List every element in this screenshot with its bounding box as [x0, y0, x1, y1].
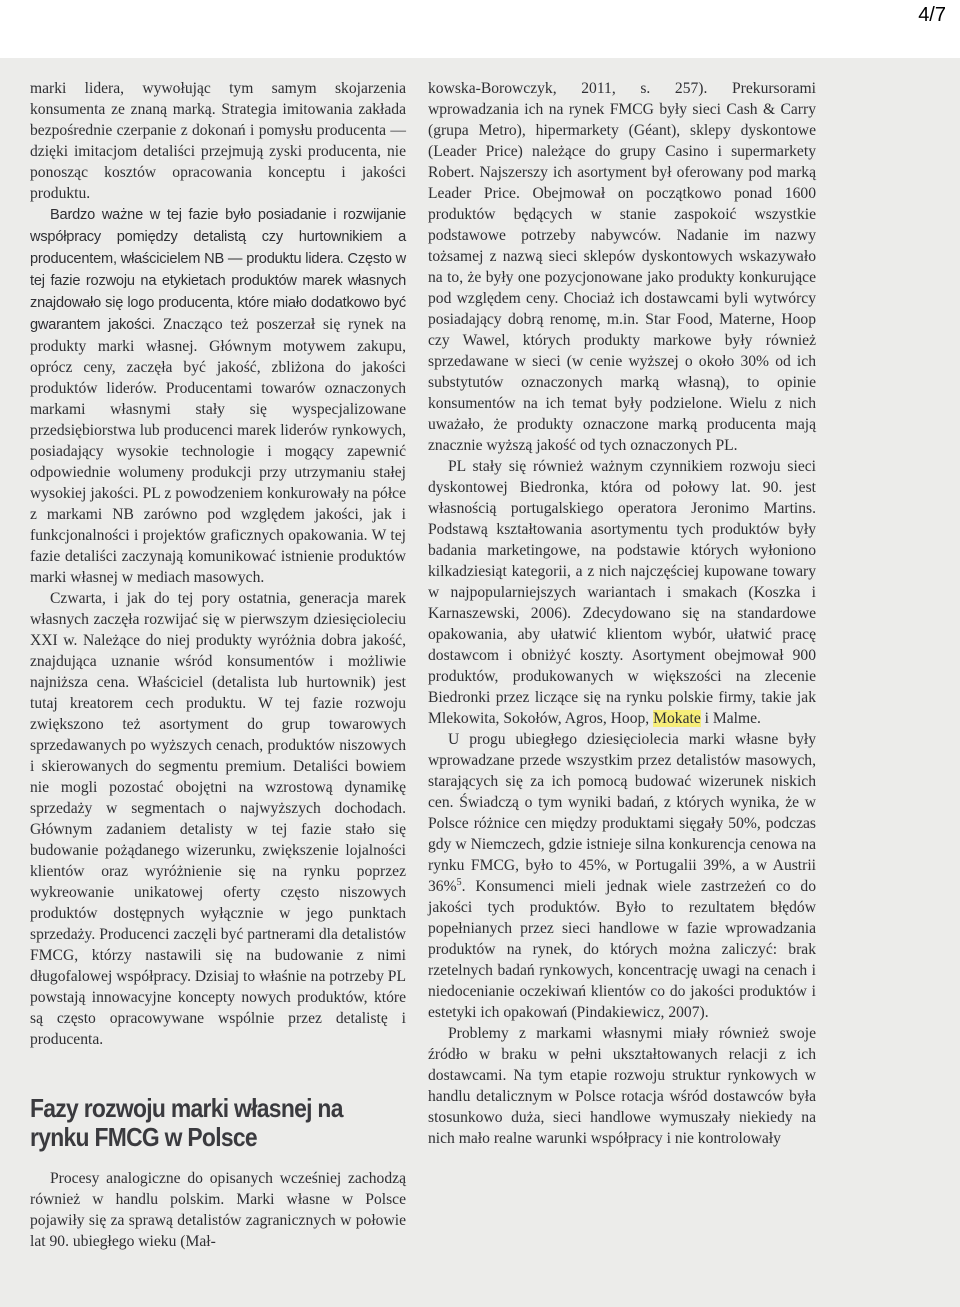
highlighted-word: Mokate: [653, 710, 701, 727]
left-paragraph-4: Procesy analogiczne do opisanych wcześniej zachodzą również w handlu polskim. Marki własne w Polsce pojawiły się za sprawą detalistów zagranicznych w połowie lat 90. ubiegłego wieku (Mał-: [30, 1170, 406, 1250]
left-paragraph-2: [30, 204, 406, 588]
left-paragraph-2-rest: Znacząco też poszerzał się rynek na produkty marki własnej. Głównym motywem zakupu, oprócz ceny, zaczęła być jakość, zbliżona do jakości produktów liderów. Producentami towarów oznaczonych markami własnymi stały się wyspecjalizowane przedsiębiorstwa lub producenci marek liderów rynkowych, posiadający wysokie technologie i mogący zapewnić odpowiednie wolumeny produkcji przy utrzymaniu stałej wysokiej jakości. PL z powodzeniem konkurowały na półce z markami NB zarówno pod względem jakości, jak i funkcjonalności i projektów graficznych opakowania. W tej fazie detaliści zaczynają komunikować istnienie produktów marki własnej w mediach masowych.: [30, 316, 406, 586]
left-paragraph-3: Czwarta, i jak do tej pory ostatnia, generacja marek własnych zaczęła rozwijać się w pierwszym dziesięcioleciu XXI w. Należące do niej produkty wyróżnia dobra jakość, znajdująca uznanie wśród konsumentów i możliwie najniższa cena. Właściciel (detalista lub hurtownik) jest tutaj kreatorem cech produktu. W tej fazie rozwoju zwiększono też asortyment do grup towarowych sprzedawanych po wyższych cenach, produktów niszowych i skierowanych do segmentu premium. Detaliści bowiem nie mogli pozostać obojętni na wzrostową dynamikę sprzedaży w segmentach o najwyższych dochodach. Głównym zadaniem detalisty w tej fazie stało się budowanie pożądanego wizerunku, zwiększenie lojalności klientów oraz wyróżnienie się na rynku poprzez wykreowanie unikatowej oferty często niszowych produktów dostępnych wyłącznie w jego punktach sprzedaży. Producenci zaczęli być partnerami dla detalistów FMCG, którzy nastawili się na budowanie z nimi długofalowej współpracy. Dzisiaj to właśnie na potrzeby PL powstają innowacyjne koncepty nowych produktów, które są często opracowywane wspólnie przez detalistę i producenta.: [30, 590, 406, 1048]
right-paragraph-2-end: i Malme.: [700, 710, 761, 727]
left-paragraph-1: marki lidera, wywołując tym samym skojarzenia konsumenta ze znaną marką. Strategia imitowania zakłada bezpośrednie czerpanie z dokonań i pomysłu producenta — dzięki imitacjom detaliści przejmują zyski producenta, nie ponosząc kosztów opracowania konceptu i jakości produktu.: [30, 80, 406, 202]
right-paragraph-2: [428, 456, 816, 729]
right-column: [428, 78, 816, 1149]
right-paragraph-3-text: U progu ubiegłego dziesięciolecia marki własne były wprowadzane przede wszystkim przez detalistów masowych, starających się za ich pomocą budować wizerunek niskich cen. Świadczą o tym wyniki badań, z których wynika, że w Polsce różnice cen między produktami sięgały 50%, podczas gdy w Niemczech, gdzie istnieje silna konkurencja cenowa na rynku FMCG, było to 45%, w Portugalii 39%, a w Austrii 36%: [428, 731, 816, 895]
right-paragraph-4: Problemy z markami własnymi miały również swoje źródło w braku w pełni ukształtowanych relacji z ich dostawcami. Na tym etapie rozwoju struktur rynkowych w handlu detalicznym w Polsce rotacja wśród dostawców była stosunkowo duża, sieci handlowe wymuszały niekiedy na nich mało realne warunki współpracy i nie kontrolowały: [428, 1025, 816, 1147]
right-paragraph-3-end: . Konsumenci mieli jednak wiele zastrzeżeń co do jakości tych produktów. Było to rezultatem błędów popełnianych przez sieci handlowe w fazie wprowadzania produktów na rynek, do których można zaliczyć: brak rzetelnych badań rynkowych, koncentrację uwagi na cenach i niedocenianie oczekiwań klientów co do jakości produktów i estetyki ich opakowań (Pindakiewicz, 2007).: [428, 878, 816, 1021]
page-number: 4/7: [918, 4, 946, 26]
section-heading: Fazy rozwoju marki własnej na rynku FMCG w Polsce: [30, 1093, 343, 1152]
left-paragraph-2-sans-part: Bardzo ważne w tej fazie było posiadanie i rozwijanie współpracy pomiędzy detalistą czy hurtownikiem a producentem, właścicielem NB — produktu lidera. Często w tej fazie rozwoju na etykietach produktów marek własnych znajdowało się logo producenta, które miało dodatkowo być gwarantem jakości.: [30, 207, 406, 333]
right-paragraph-3: [428, 729, 816, 1023]
left-column: [30, 78, 406, 1252]
right-paragraph-1: kowska-Borowczyk, 2011, s. 257). Prekursorami wprowadzania ich na rynek FMCG były sieci Cash & Carry (grupa Metro), hipermarkety (Géant), sklepy dyskontowe (Leader Price) należące do grupy Casino i supermarkety Robert. Najszerszy ich asortyment był oferowany pod marką Leader Price. Obejmował on początkowo ponad 1600 produktów będących w stanie zaspokoić wszystkie podstawowe potrzeby nabywców. Nadanie im nazwy tożsamej z nazwą sieci sklepów dyskontowych wskazywało na to, że były one pozycjonowane jako produkty konkurujące pod względem ceny. Chociaż ich dostawcami byli wytwórcy posiadający dobrą renomę, m.in. Star Food, Materne, Hoop czy Wawel, których produkty markowe były również sprzedawane w sieci (w cenie wyższej o około 30% od ich substytutów oznaczonych marką własną), to opinie konsumentów na ich temat były podzielone. Wielu z nich uważało, że produkty oznaczone marką producenta mają znacznie wyższą jakość od tych oznaczonych PL.: [428, 80, 816, 454]
footnote-marker: 5: [456, 876, 462, 888]
right-paragraph-2-text: PL stały się również ważnym czynnikiem rozwoju sieci dyskontowej Biedronka, która od połowy lat. 90. jest własnością portugalskiego operatora Jeronimo Martins. Podstawą kształtowania asortymentu tych produktów były badania marketingowe, na podstawie których wyłoniono kilkadziesiąt kategorii, a z nich najczęściej kupowane towary w najpopularniejszych wariantach i smakach (Koszka i Karnaszewski, 2006). Zdecydowano się na standardowe opakowania, aby ułatwić klientom wybór, ułatwić pracę dostawcom i obniżyć koszty. Asortyment obejmował 900 produktów, produkowanych w większości na zlecenie Biedronki przez liczące się na rynku polskie firmy, takie jak Mlekowita, Sokołów, Agros, Hoop,: [428, 458, 816, 727]
